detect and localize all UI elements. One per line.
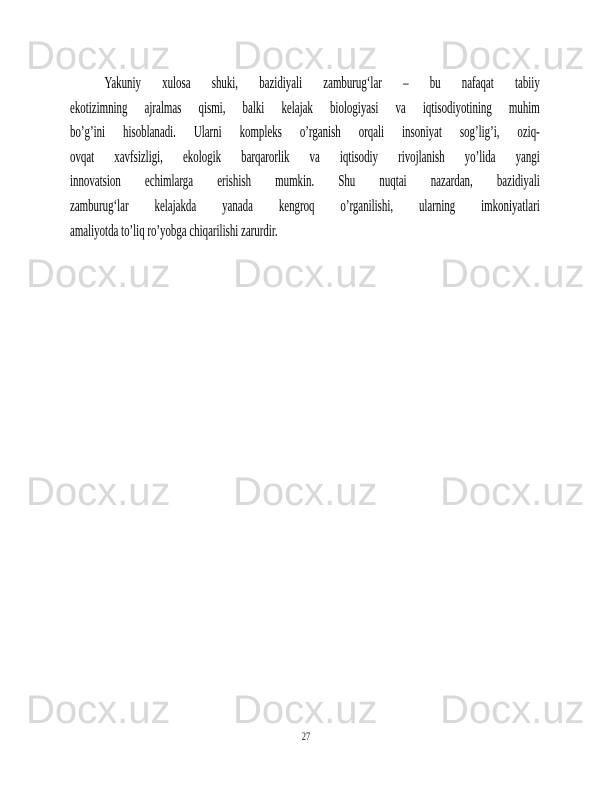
paragraph-line: innovatsion echimlarga erishish mumkin. Shu nuqtai nazardan, bazidiyali (70, 171, 540, 191)
watermark-docx-uz: Docx.uz (26, 688, 171, 732)
watermark-docx-uz: Docx.uz (233, 688, 378, 732)
watermark-docx-uz: Docx.uz (233, 252, 378, 296)
watermark-docx-uz: Docx.uz (26, 34, 171, 78)
watermark-docx-uz: Docx.uz (440, 34, 585, 78)
paragraph-line: Yakuniy xulosa shuki, bazidiyali zamburug‘lar – bu nafaqat tabiiy (104, 73, 540, 92)
watermark-docx-uz: Docx.uz (440, 688, 585, 732)
page-number-footer (0, 730, 612, 742)
paragraph-line: ekotizimning ajralmas qismi, balki kelajak biologiyasi va iqtisodiyotining muhim (70, 97, 540, 117)
paragraph-line: ovqat xavfsizligi, ekologik barqarorlik va iqtisodiy rivojlanish yo’lida yangi (70, 146, 540, 166)
watermark-docx-uz: Docx.uz (26, 252, 171, 296)
paragraph-line: amaliyotda to’liq ro’yobga chiqarilishi zarurdir. (70, 220, 278, 240)
watermark-docx-uz: Docx.uz (440, 252, 585, 296)
paragraph-line: zamburug‘lar kelajakda yanada kengroq o’rganilishi, ularning imkoniyatlari (70, 195, 540, 215)
paragraph-line: bo’g’ini hisoblanadi. Ularni kompleks o’rganish orqali insoniyat sog’lig’i, oziq- (70, 122, 540, 142)
watermark-docx-uz: Docx.uz (233, 470, 378, 514)
watermark-docx-uz: Docx.uz (26, 470, 171, 514)
watermark-docx-uz: Docx.uz (233, 34, 378, 78)
watermark-docx-uz: Docx.uz (440, 470, 585, 514)
conclusion-paragraph (70, 71, 540, 243)
page-number: 27 (301, 729, 311, 743)
